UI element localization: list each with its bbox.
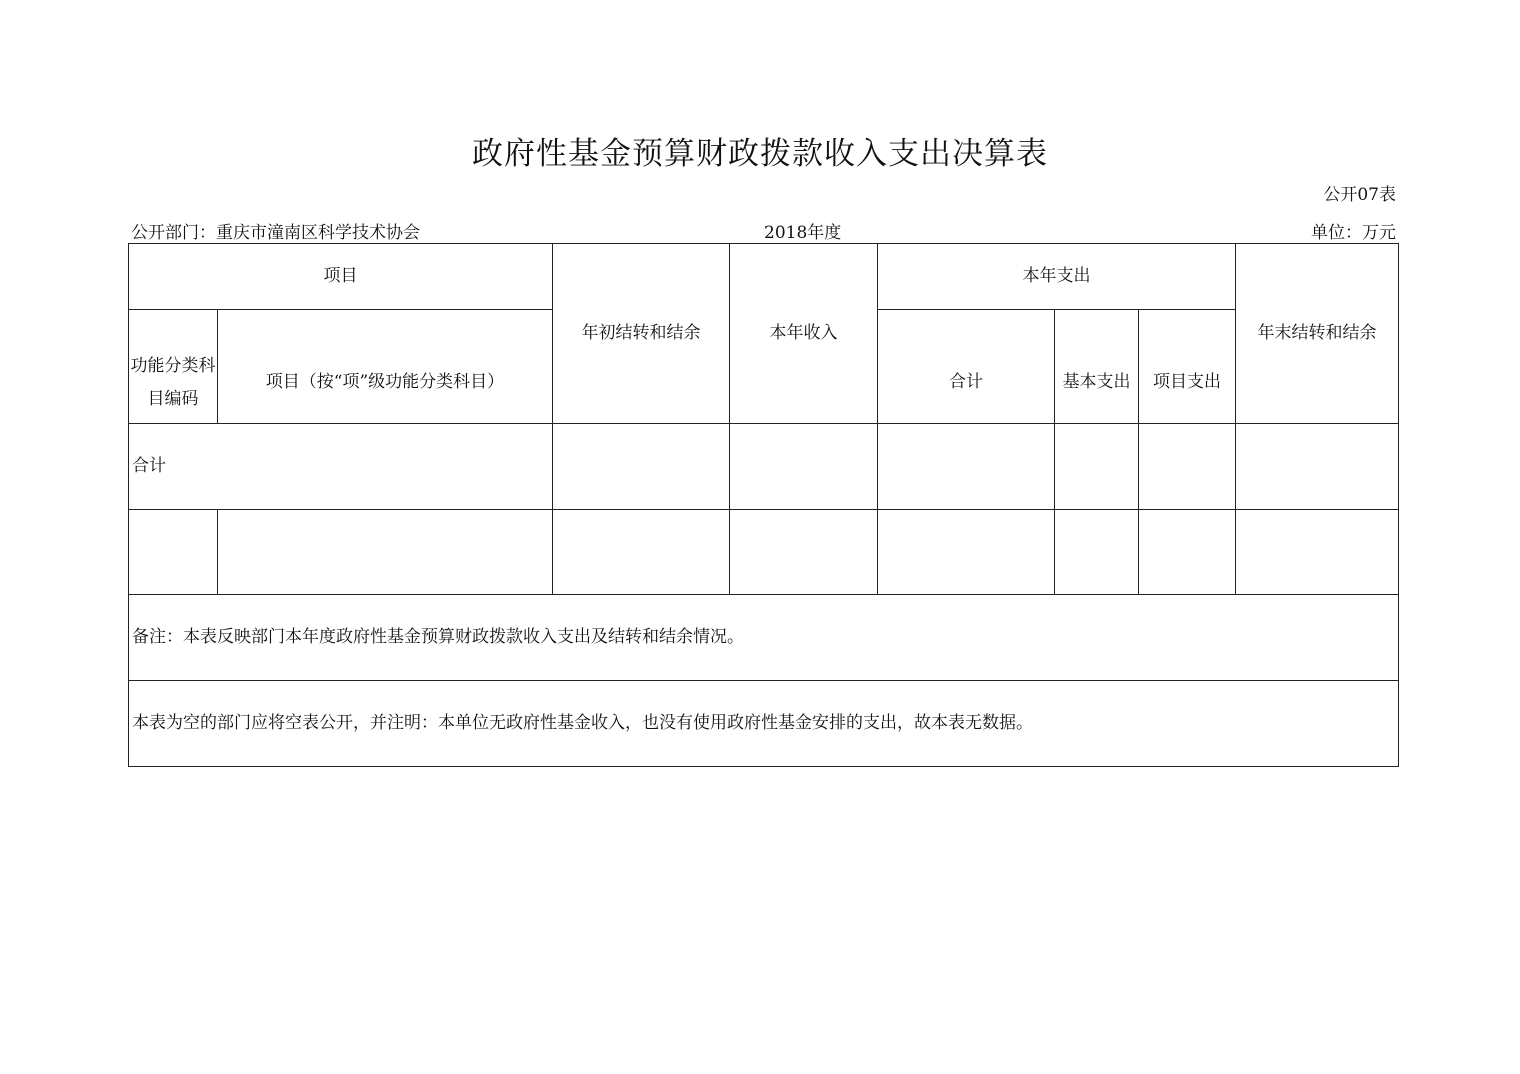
page-title: 政府性基金预算财政拨款收入支出决算表 — [472, 136, 1048, 172]
header-basic: 基本支出 — [1055, 310, 1139, 424]
form-number: 公开07表 — [1323, 185, 1396, 205]
note-1: 备注：本表反映部门本年度政府性基金预算财政拨款收入支出及结转和结余情况。 — [129, 595, 1399, 681]
header-project: 项目支出 — [1139, 310, 1236, 424]
header-code: 功能分类科目编码 — [129, 310, 218, 424]
table-cell — [878, 510, 1055, 595]
table-cell — [1055, 424, 1139, 510]
table-cell — [1055, 510, 1139, 595]
table-cell — [553, 424, 730, 510]
table-cell — [129, 510, 218, 595]
header-income: 本年收入 — [730, 244, 878, 424]
table-cell — [730, 510, 878, 595]
table-row — [129, 510, 1399, 595]
header-expenditure: 本年支出 — [878, 244, 1236, 310]
note-2: 本表为空的部门应将空表公开，并注明：本单位无政府性基金收入，也没有使用政府性基金安排的支出，故本表无数据。 — [129, 681, 1399, 767]
header-closing-balance: 年末结转和结余 — [1236, 244, 1399, 424]
table-cell — [878, 424, 1055, 510]
header-item-name: 项目（按“项”级功能分类科目） — [218, 310, 553, 424]
note-row — [129, 681, 1399, 767]
budget-table — [128, 243, 1399, 767]
note-row — [129, 595, 1399, 681]
table-cell — [1139, 510, 1236, 595]
table-cell — [553, 510, 730, 595]
table-cell — [218, 510, 553, 595]
total-row — [129, 424, 1399, 510]
header-opening-balance: 年初结转和结余 — [553, 244, 730, 424]
unit-label: 单位：万元 — [1311, 223, 1396, 243]
table-cell — [730, 424, 878, 510]
table-cell — [1139, 424, 1236, 510]
department-label: 公开部门：重庆市潼南区科学技术协会 — [131, 223, 420, 243]
fiscal-year: 2018年度 — [764, 223, 842, 243]
header-row-1 — [129, 244, 1399, 310]
table-cell — [1236, 424, 1399, 510]
total-row-label: 合计 — [129, 424, 553, 510]
header-item: 项目 — [129, 244, 553, 310]
header-total: 合计 — [878, 310, 1055, 424]
table-cell — [1236, 510, 1399, 595]
